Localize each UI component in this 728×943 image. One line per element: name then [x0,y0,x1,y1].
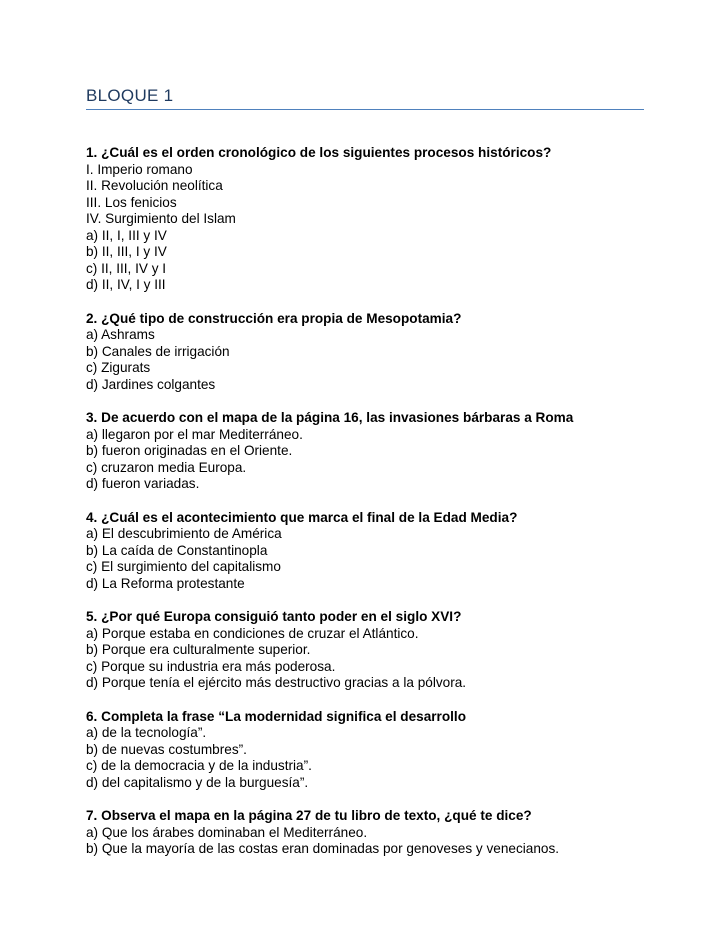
question-2 [86,311,646,394]
question-title [86,609,646,626]
question-title [86,410,646,427]
question-number: 1. [86,145,98,160]
question-3 [86,410,646,493]
question-title [86,709,646,726]
answer-option: a) Que los árabes dominaban el Mediterráneo. [86,824,368,840]
answer-option: a) de la tecnología”. [86,725,207,740]
answer-option: c) II, III, IV y I [86,260,167,276]
answer-option: b) Porque era culturalmente superior. [86,642,311,657]
question-4 [86,510,646,593]
section-heading: BLOQUE 1 [86,86,174,105]
heading-divider [86,109,644,110]
question-text: ¿Cuál es el orden cronológico de los siguientes procesos históricos? [101,145,552,160]
question-number: 7. [86,808,98,823]
answer-option: b) fueron originadas en el Oriente. [86,443,293,458]
answer-option: d) II, IV, I y III [86,277,166,292]
answer-option: d) Porque tenía el ejército más destructivo gracias a la pólvora. [86,675,467,690]
answer-option: c) El surgimiento del capitalismo [86,559,281,574]
question-number: 5. [86,609,98,624]
question-1 [86,145,646,294]
answer-option: b) La caída de Constantinopla [86,542,268,558]
answer-option: c) cruzaron media Europa. [86,459,247,475]
answer-option: d) La Reforma protestante [86,575,245,591]
answer-option: b) II, III, I y IV [86,244,167,259]
question-text: Observa el mapa en la página 27 de tu libro de texto, ¿qué te dice? [101,808,532,823]
question-title [86,808,646,825]
answer-option: b) de nuevas costumbres”. [86,741,247,757]
question-list [86,145,646,875]
question-text: Completa la frase “La modernidad significa el desarrollo [101,708,466,724]
list-item: I. Imperio romano [86,161,193,177]
answer-option: a) llegaron por el mar Mediterráneo. [86,426,303,442]
question-number: 4. [86,509,98,525]
answer-option: b) Que la mayoría de las costas eran dominadas por genoveses y venecianos. [86,841,560,856]
answer-option: c) de la democracia y de la industria”. [86,758,312,773]
question-6 [86,709,646,792]
question-text: ¿Qué tipo de construcción era propia de Mesopotamia? [101,310,462,326]
question-7 [86,808,646,858]
list-item: III. Los fenicios [86,194,177,210]
list-item: II. Revolución neolítica [86,178,223,193]
question-text: ¿Cuál es el acontecimiento que marca el final de la Edad Media? [101,509,518,525]
answer-option: c) Porque su industria era más poderosa. [86,658,336,674]
answer-option: d) Jardines colgantes [86,376,216,392]
question-title [86,510,646,527]
question-title [86,145,646,162]
question-5 [86,609,646,692]
list-item: IV. Surgimiento del Islam [86,211,236,226]
answer-option: d) del capitalismo y de la burguesía”. [86,774,309,790]
question-number: 3. [86,410,98,425]
question-text: ¿Por qué Europa consiguió tanto poder en el siglo XVI? [101,609,462,624]
answer-option: d) fueron variadas. [86,476,200,491]
answer-option: c) Zigurats [86,360,151,375]
question-title [86,311,646,328]
answer-option: a) El descubrimiento de América [86,526,282,541]
answer-option: a) Porque estaba en condiciones de cruzar el Atlántico. [86,625,419,641]
question-text: De acuerdo con el mapa de la página 16, las invasiones bárbaras a Roma [101,410,574,425]
question-number: 2. [86,310,98,326]
answer-option: a) II, I, III y IV [86,227,167,243]
answer-option: b) Canales de irrigación [86,343,230,359]
answer-option: a) Ashrams [86,327,155,342]
question-number: 6. [86,708,98,724]
